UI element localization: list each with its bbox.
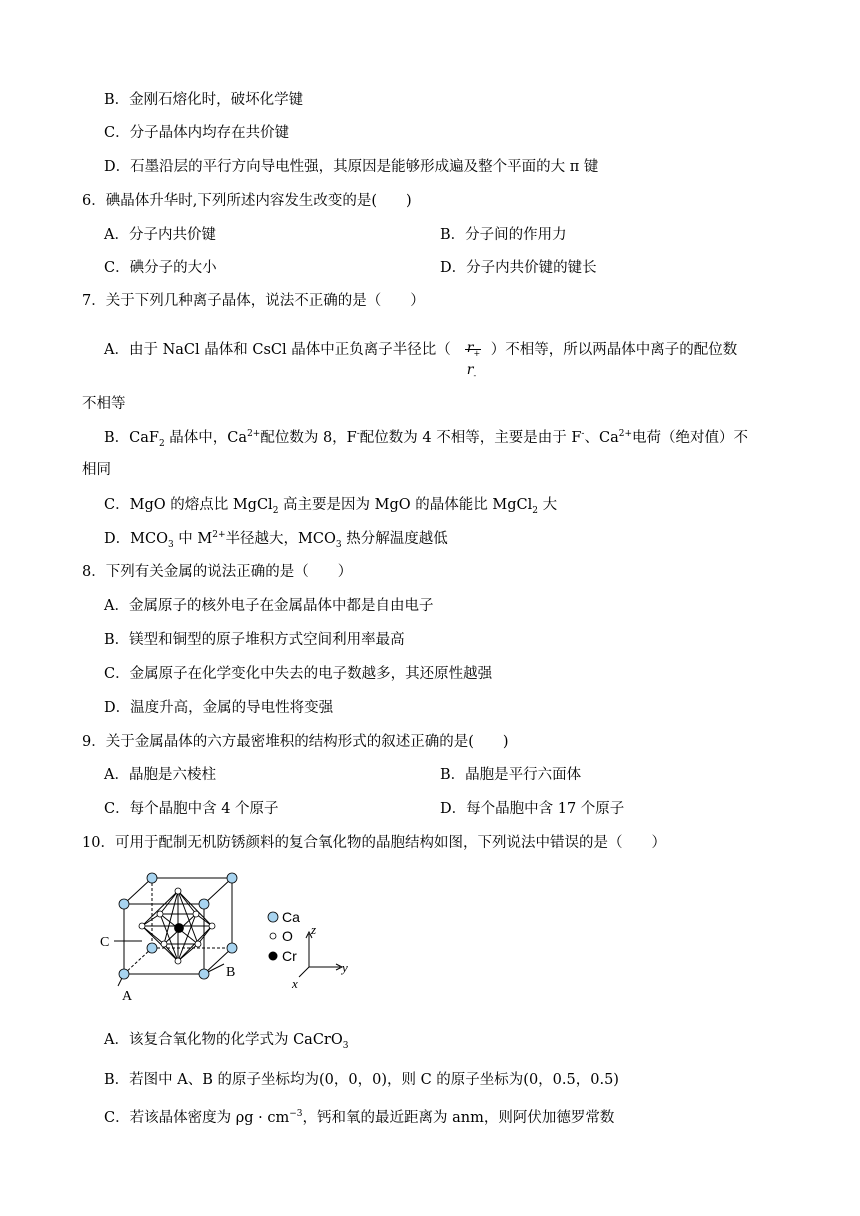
option-8a: A．金属原子的核外电子在金属晶体中都是自由电子: [104, 598, 434, 614]
o-atom: [175, 888, 181, 894]
legend: [268, 909, 300, 964]
ca-atom: [119, 899, 129, 909]
o-atom: [209, 923, 215, 929]
axes: [299, 932, 342, 977]
o-atom: [193, 911, 199, 917]
option-9a: A．晶胞是六棱柱: [104, 767, 216, 783]
option-8b: B．镁型和铜型的原子堆积方式空间利用率最高: [104, 632, 405, 648]
ca-atom: [227, 873, 237, 883]
question-6: 6．碘晶体升华时,下列所述内容发生改变的是( ): [82, 193, 412, 209]
o-atom: [161, 941, 167, 947]
option-10b: B．若图中 A、B 的原子坐标均为(0，0，0)，则 C 的原子坐标为(0，0.5，0.5): [104, 1072, 619, 1088]
question-7: 7．关于下列几种离子晶体，说法不正确的是（ ）: [82, 293, 425, 309]
ca-atom: [119, 969, 129, 979]
ca-atom: [147, 943, 157, 953]
question-9: 9．关于金属晶体的六方最密堆积的结构形式的叙述正确的是( ): [82, 734, 509, 750]
option-6b: B．分子间的作用力: [440, 227, 567, 243]
question-8: 8．下列有关金属的说法正确的是（ ）: [82, 564, 353, 580]
axis-y-label: y: [342, 960, 348, 975]
option-9d: D．每个晶胞中含 17 个原子: [440, 801, 625, 817]
legend-ca-swatch: [268, 912, 278, 922]
legend-cr-label: Cr: [282, 948, 297, 964]
option-5b: B．金刚石熔化时，破坏化学键: [104, 92, 304, 108]
option-6d: D．分子内共价键的键长: [440, 260, 597, 276]
option-6c: C．碘分子的大小: [104, 260, 217, 276]
option-10a: A．该复合氧化物的化学式为 CaCrO$_3$: [104, 1032, 349, 1051]
option-8c: C．金属原子在化学变化中失去的电子数越多，其还原性越强: [104, 666, 493, 682]
option-8d: D．温度升高，金属的导电性将变强: [104, 700, 334, 716]
option-10c: C．若该晶体密度为 $\rho g \cdot cm^{-3}$，钙和氧的最近距离为 anm，则阿伏加德罗常数: [104, 1109, 615, 1126]
o-atom: [175, 958, 181, 964]
option-7a: A．由于 NaCl 晶体和 CsCl 晶体中正负离子半径比（ $r_+$ $r_-$ ）不相等，所以两晶体中离子的配位数: [104, 330, 737, 370]
o-atom: [139, 923, 145, 929]
option-7a-cont: 不相等: [82, 396, 126, 412]
label-b: B: [226, 965, 236, 980]
option-5d: D．石墨沿层的平行方向导电性强，其原因是能够形成遍及整个平面的大 π 键: [104, 159, 599, 175]
cr-atom: [175, 924, 184, 933]
option-6a: A．分子内共价键: [104, 227, 216, 243]
option-7b: B．CaF$_2$ 晶体中，$Ca^{2+}$配位数为 8，F-配位数为 4 不相等，主要是由于 F-、$Ca^{2+}$电荷（绝对值）不: [104, 429, 748, 449]
radius-ratio-fraction: $r_+$ $r_-$: [466, 340, 481, 380]
axis-z-label: z: [311, 922, 317, 937]
label-a: A: [122, 989, 133, 1004]
label-c: C: [100, 935, 110, 950]
legend-o-swatch: [270, 933, 276, 939]
ca-atom: [147, 873, 157, 883]
legend-o-label: O: [282, 928, 293, 944]
axis-x-label: x: [292, 976, 298, 991]
legend-ca-label: Ca: [282, 909, 300, 925]
ca-atom: [199, 899, 209, 909]
option-7c: C．MgO 的熔点比 MgCl$_2$ 高主要是因为 MgO 的晶体能比 MgCl$_2$ 大: [104, 497, 558, 516]
question-10: 10．可用于配制无机防锈颜料的复合氧化物的晶胞结构如图，下列说法中错误的是（ ）: [82, 835, 666, 851]
o-atom: [157, 911, 163, 917]
option-7b-cont: 相同: [82, 462, 111, 478]
ca-atom: [199, 969, 209, 979]
option-9c: C．每个晶胞中含 4 个原子: [104, 801, 279, 817]
option-5c: C．分子晶体内均存在共价键: [104, 125, 290, 141]
crystal-cell-diagram: [100, 868, 380, 1018]
legend-cr-swatch: [269, 952, 278, 961]
ca-atom: [227, 943, 237, 953]
option-9b: B．晶胞是平行六面体: [440, 767, 582, 783]
o-atom: [195, 941, 201, 947]
option-7d: D．$MCO_3$ 中 $M^{2+}$半径越大，$MCO_3$ 热分解温度越低: [104, 530, 448, 550]
